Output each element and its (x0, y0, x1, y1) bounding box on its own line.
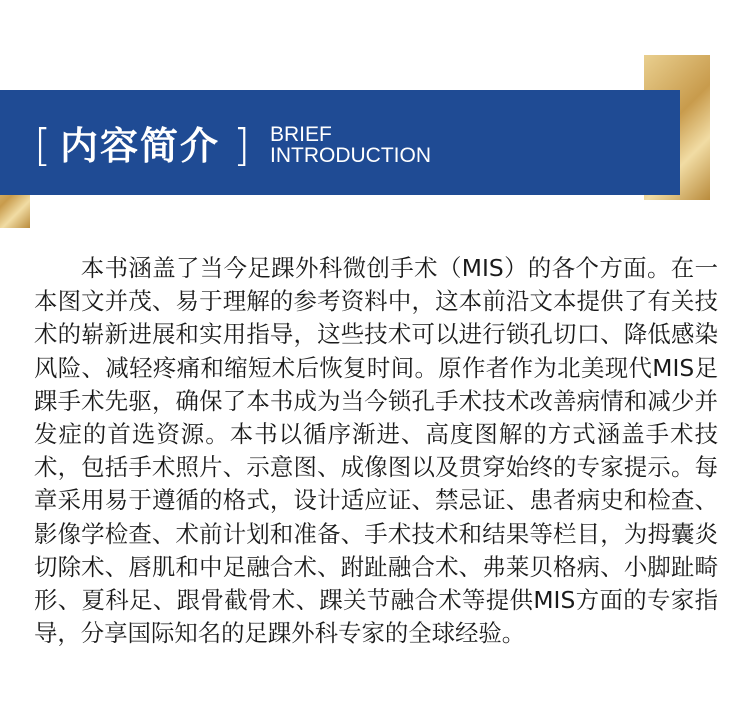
section-title-cn: 内容简介 (60, 124, 221, 168)
section-title-en-line2: INTRODUCTION (270, 144, 431, 167)
bracket-close: ] (233, 120, 251, 171)
section-title-en-line1: BRIEF (270, 123, 332, 146)
section-title-en (270, 124, 431, 166)
bracket-open: [ (34, 120, 52, 171)
intro-paragraph: 本书涵盖了当今足踝外科微创手术（MIS）的各个方面。在一本图文并茂、易于理解的参考资料中，这本前沿文本提供了有关技术的崭新进展和实用指导，这些技术可以进行锁孔切口、降低感染风险、减轻疼痛和缩短术后恢复时间。原作者作为北美现代MIS足踝手术先驱，确保了本书成为当今锁孔手术技术改善病情和减少并发症的首选资源。本书以循序渐进、高度图解的方式涵盖手术技术，包括手术照片、示意图、成像图以及贯穿始终的专家提示。每章采用易于遵循的格式，设计适应证、禁忌证、患者病史和检查、影像学检查、术前计划和准备、手术技术和结果等栏目，为拇囊炎切除术、唇肌和中足融合术、跗趾融合术、弗莱贝格病、小脚趾畸形、夏科足、跟骨截骨术、踝关节融合术等提供MIS方面的专家指导，分享国际知名的足踝外科专家的全球经验。 (34, 254, 718, 648)
